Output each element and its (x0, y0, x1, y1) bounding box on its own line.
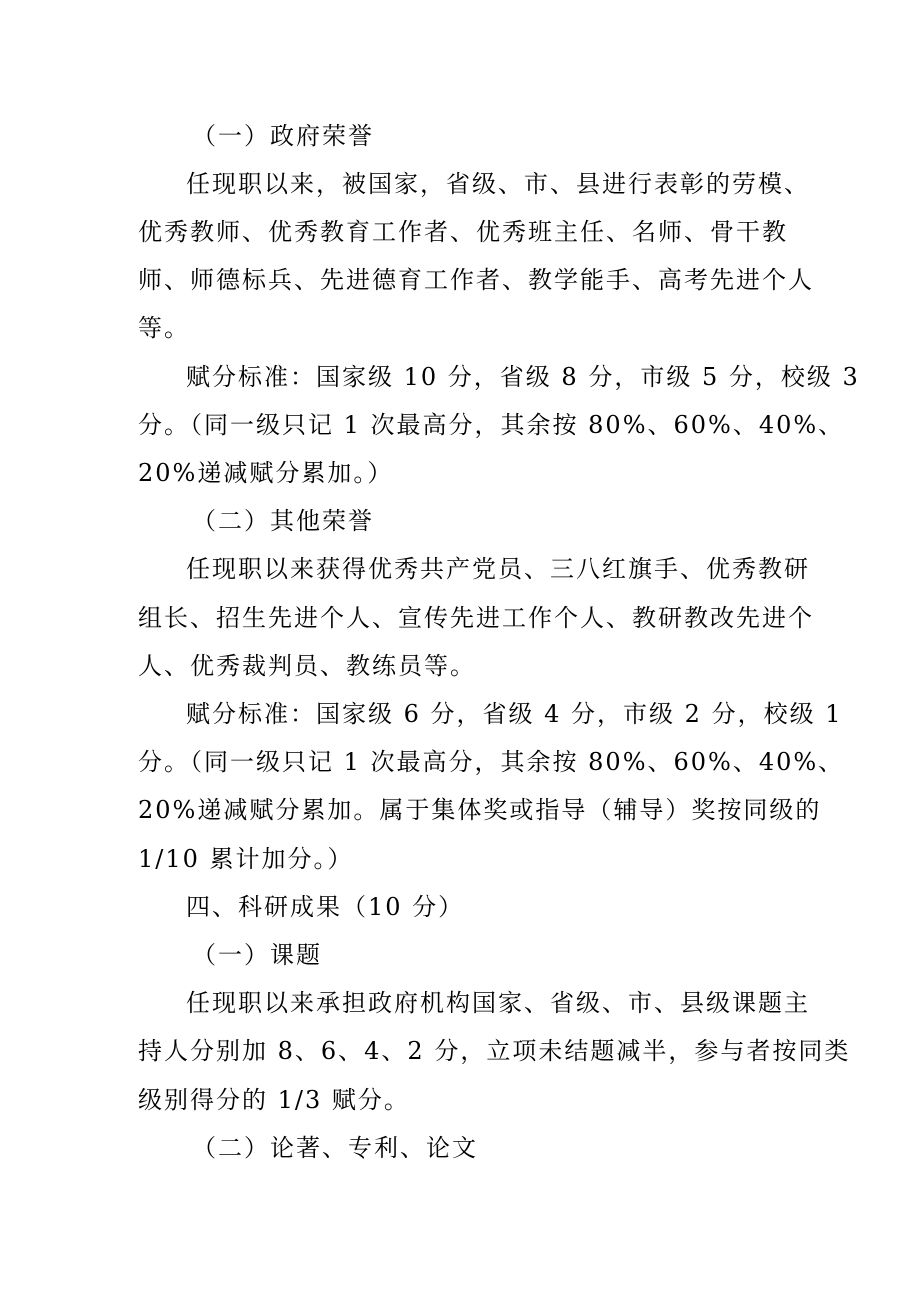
paragraph-line: 人、优秀裁判员、教练员等。 (138, 652, 476, 680)
scoring-standard-line: 赋分标准：国家级 10 分，省级 8 分，市级 5 分，校级 3 (186, 363, 860, 391)
scoring-standard-line: 1/10 累计加分。） (138, 845, 354, 873)
heading-other-honors: （二）其他荣誉 (192, 507, 374, 535)
scoring-standard-line: 分。（同一级只记 1 次最高分，其余按 80%、60%、40%、 (138, 748, 845, 776)
scoring-standard-line: 20%递减赋分累加。属于集体奖或指导（辅导）奖按同级的 (138, 796, 822, 824)
paragraph-line: 任现职以来获得优秀共产党员、三八红旗手、优秀教研 (186, 555, 810, 583)
paragraph-line: 任现职以来承担政府机构国家、省级、市、县级课题主 (186, 989, 810, 1017)
heading-research-projects: （一）课题 (192, 941, 322, 969)
scoring-standard-line: 20%递减赋分累加。） (138, 459, 394, 487)
paragraph-line: 师、师德标兵、先进德育工作者、教学能手、高考先进个人 (138, 266, 814, 294)
paragraph-line: 级别得分的 1/3 赋分。 (138, 1086, 410, 1114)
heading-government-honors: （一）政府荣誉 (192, 122, 374, 150)
paragraph-line: 等。 (138, 314, 190, 342)
scoring-standard-line: 赋分标准：国家级 6 分，省级 4 分，市级 2 分，校级 1 (186, 700, 843, 728)
paragraph-line: 任现职以来，被国家，省级、市、县进行表彰的劳模、 (186, 170, 810, 198)
paragraph-line: 组长、招生先进个人、宣传先进工作个人、教研教改先进个 (138, 604, 814, 632)
heading-research-achievements: 四、科研成果（10 分） (186, 893, 465, 921)
paragraph-line: 持人分别加 8、6、4、2 分，立项未结题减半，参与者按同类 (138, 1037, 851, 1065)
heading-works-patents-papers: （二）论著、专利、论文 (192, 1134, 478, 1162)
scoring-standard-line: 分。（同一级只记 1 次最高分，其余按 80%、60%、40%、 (138, 411, 845, 439)
paragraph-line: 优秀教师、优秀教育工作者、优秀班主任、名师、骨干教 (138, 218, 788, 246)
